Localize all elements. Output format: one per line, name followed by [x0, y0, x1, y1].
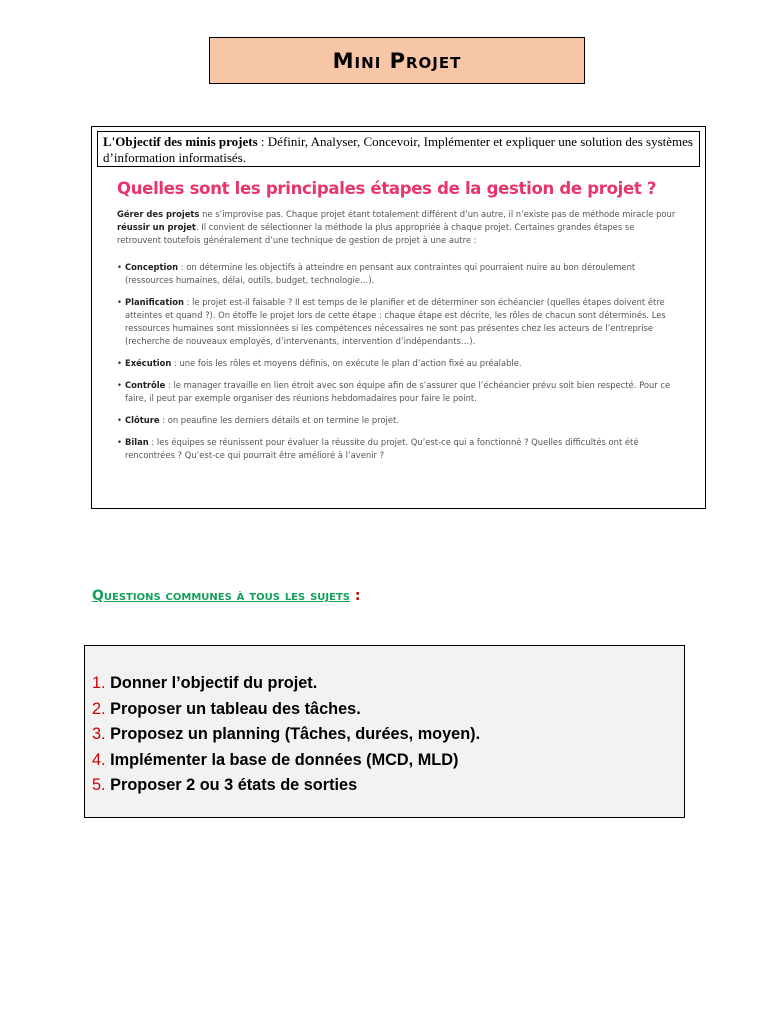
objective-text: : Définir, Analyser, Concevoir, Implémenter et expliquer une solution des systèmes d’information informatisés.	[103, 134, 693, 165]
step-term: Exécution	[125, 358, 172, 368]
step-bilan	[117, 436, 677, 462]
article-image	[117, 179, 677, 471]
question-number: 2.	[92, 699, 106, 718]
step-text: : on détermine les objectifs à atteindre en pensant aux contraintes qui pourraient nuire au bon déroulement (ressources humaines, délai, outils, budget, technologie…).	[125, 262, 636, 285]
step-text: : le manager travaille en lien étroit avec son équipe afin de s’assurer que l’échéancier prévu soit bien respecté. Pour ce faire, il peut par exemple organiser des réunions hebdomadaires pour faire le point.	[125, 380, 671, 403]
question-number: 3.	[92, 725, 106, 743]
page-title: Mini Projet	[332, 48, 462, 73]
question-text: Proposer un tableau des tâches.	[105, 699, 361, 718]
step-term: Conception	[125, 262, 179, 272]
questions-heading-colon: :	[350, 588, 361, 604]
intro-text-1: ne s’improvise pas. Chaque projet étant totalement différent d’un autre, il n’existe pas de méthode miracle pour	[199, 209, 676, 219]
title-box	[209, 37, 585, 84]
question-text: Proposer 2 ou 3 états de sorties	[105, 776, 358, 794]
step-execution	[117, 357, 677, 370]
article-heading: Quelles sont les principales étapes de la gestion de projet ?	[117, 179, 657, 198]
step-text: : le projet est-il faisable ? Il est temps de le planifier et de déterminer son échéancier (quelles étapes doivent être atteintes et quand ?). On étoffe le projet lors de cette étape : chaque étape est décrite, les rôles de chacun sont déterminés. Les ressources humaines sont missionnées si les compétences nécessaires ne sont pas présentes chez les acteurs de l’entreprise (recherche de nouveaux employés, d’intervenants, intervention d’indépendants…).	[125, 297, 666, 346]
step-planification	[117, 296, 677, 348]
question-item	[92, 697, 480, 723]
questions-heading	[92, 588, 360, 604]
intro-term-1: Gérer des projets	[117, 209, 200, 219]
step-text: : on peaufine les derniers détails et on termine le projet.	[159, 415, 399, 425]
question-item	[92, 773, 480, 799]
questions-box	[84, 645, 685, 818]
question-text: Proposez un planning (Tâches, durées, moyen).	[105, 725, 481, 743]
content-frame	[91, 126, 706, 509]
step-text: : une fois les rôles et moyens définis, on exécute le plan d’action fixé au préalable.	[171, 358, 522, 368]
questions-heading-text: Questions communes à tous les sujets	[92, 588, 350, 604]
step-cloture	[117, 414, 677, 427]
question-text: Implémenter la base de données (MCD, MLD)	[105, 750, 459, 769]
question-text: Donner l’objectif du projet.	[105, 674, 318, 692]
question-number: 4.	[92, 750, 106, 769]
step-term: Planification	[125, 297, 184, 307]
question-item	[92, 722, 480, 748]
steps-list	[117, 261, 677, 462]
objective-box	[97, 131, 700, 167]
intro-term-2: réussir un projet	[117, 222, 196, 232]
step-conception	[117, 261, 677, 287]
questions-list	[92, 671, 480, 799]
question-number: 1.	[92, 674, 106, 692]
step-term: Clôture	[125, 415, 160, 425]
article-intro	[117, 208, 677, 247]
step-term: Contrôle	[125, 380, 166, 390]
step-controle	[117, 379, 677, 405]
question-item	[92, 748, 480, 774]
question-item	[92, 671, 480, 697]
intro-text-2: . Il convient de sélectionner la méthode la plus appropriée à chaque projet. Certaines grandes étapes se retrouvent toutefois généralement d’une technique de gestion de projet à une autre :	[117, 222, 635, 245]
step-text: : les équipes se réunissent pour évaluer la réussite du projet. Qu’est-ce qui a fonctionné ? Quelles difficultés ont été rencontrées ? Qu’est-ce qui pourrait être amélioré à l’avenir ?	[125, 437, 639, 460]
objective-label: L'Objectif des minis projets	[103, 134, 258, 149]
step-term: Bilan	[125, 437, 149, 447]
question-number: 5.	[92, 776, 106, 794]
